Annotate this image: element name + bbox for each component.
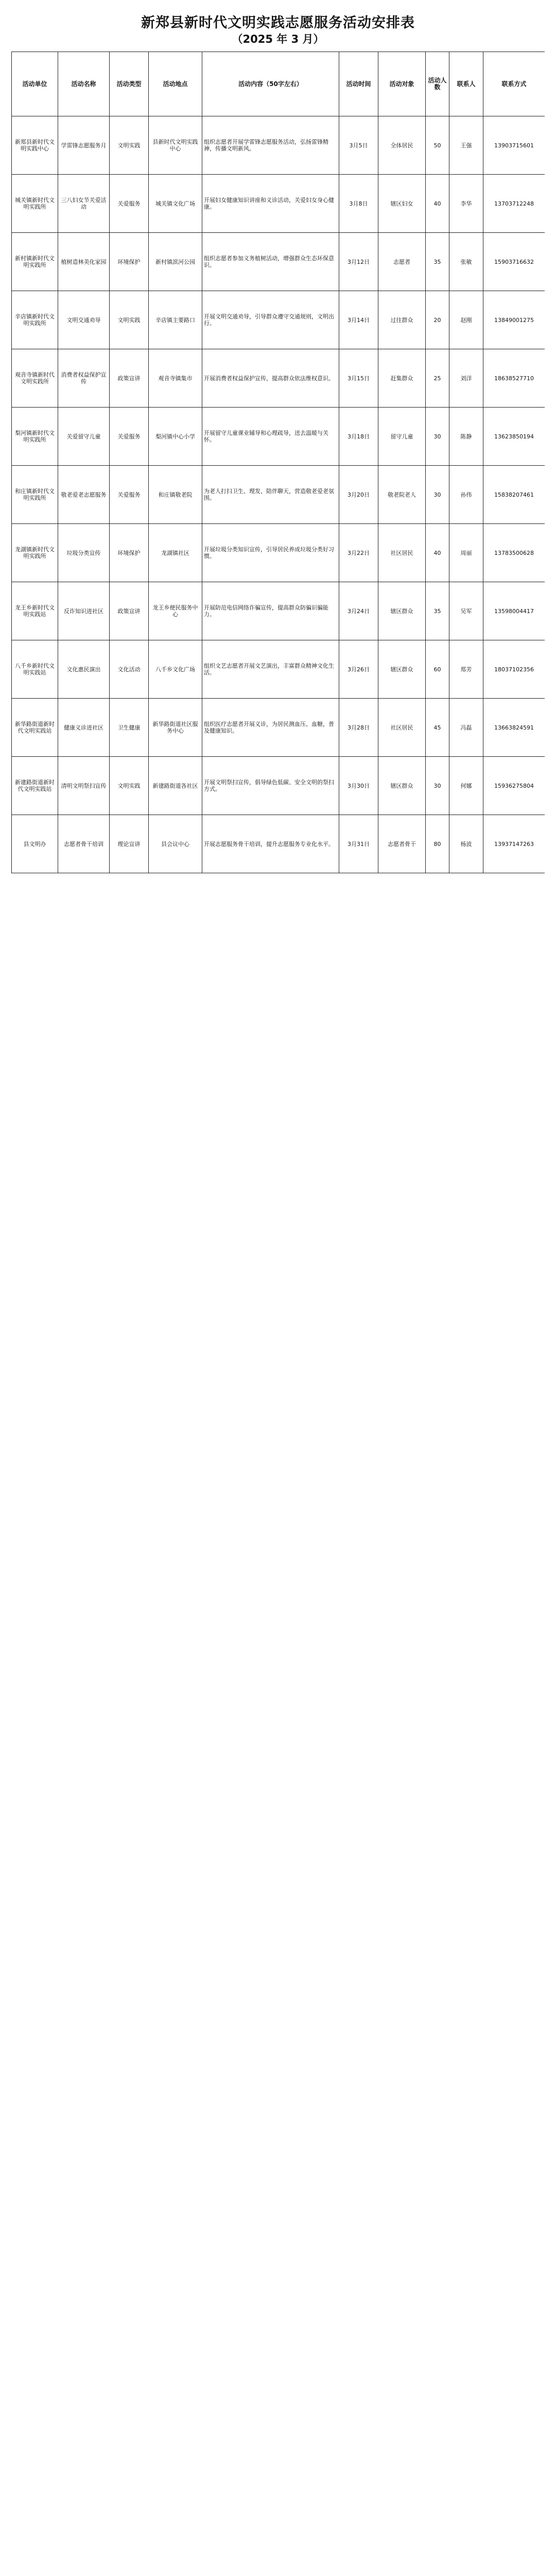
table-cell: 志愿者 [378,233,426,291]
table-header-row [12,52,545,116]
table-cell: 城关镇新时代文明实践所 [12,175,58,233]
table-cell: 开展志愿服务骨干培训，提升志愿服务专业化水平。 [202,815,339,873]
table-cell: 3月15日 [339,349,378,408]
table-cell: 龙湖镇社区 [149,524,202,582]
table-cell: 13598004417 [483,582,545,640]
table-cell: 县新时代文明实践中心 [149,116,202,175]
table-cell: 关爱服务 [110,408,149,466]
table-cell: 王强 [449,116,483,175]
table-cell: 13937147263 [483,815,545,873]
table-cell: 过往群众 [378,291,426,349]
table-cell: 杨波 [449,815,483,873]
table-cell: 周丽 [449,524,483,582]
table-cell: 3月26日 [339,640,378,699]
table-cell: 35 [426,233,449,291]
table-cell: 13903715601 [483,116,545,175]
table-cell: 和庄镇新时代文明实践所 [12,466,58,524]
table-cell: 40 [426,524,449,582]
table-cell: 13623850194 [483,408,545,466]
table-row [12,175,545,233]
table-cell: 80 [426,815,449,873]
table-cell: 3月8日 [339,175,378,233]
table-cell: 3月14日 [339,291,378,349]
table-cell: 观音寺镇集市 [149,349,202,408]
table-cell: 3月30日 [339,757,378,815]
table-row [12,640,545,699]
table-cell: 3月20日 [339,466,378,524]
table-cell: 环境保护 [110,524,149,582]
table-cell: 25 [426,349,449,408]
table-cell: 理论宣讲 [110,815,149,873]
column-header: 活动类型 [110,52,149,116]
table-cell: 敬老院老人 [378,466,426,524]
table-cell: 何娜 [449,757,483,815]
table-cell: 辖区群众 [378,640,426,699]
table-cell: 组织志愿者开展学雷锋志愿服务活动，弘扬雷锋精神，传播文明新风。 [202,116,339,175]
table-cell: 关爱服务 [110,175,149,233]
table-cell: 辛店镇主要路口 [149,291,202,349]
table-cell: 刘洋 [449,349,483,408]
table-cell: 文明实践 [110,116,149,175]
table-cell: 开展文明交通劝导，引导群众遵守交通规则，文明出行。 [202,291,339,349]
table-cell: 3月22日 [339,524,378,582]
table-cell: 政策宣讲 [110,582,149,640]
table-cell: 新郑县新时代文明实践中心 [12,116,58,175]
table-cell: 陈静 [449,408,483,466]
table-cell: 政策宣讲 [110,349,149,408]
table-cell: 30 [426,408,449,466]
table-cell: 关爱服务 [110,466,149,524]
table-cell: 组织志愿者参加义务植树活动，增强群众生态环保意识。 [202,233,339,291]
table-cell: 垃圾分类宣传 [58,524,110,582]
table-cell: 吴军 [449,582,483,640]
table-cell: 组织文艺志愿者开展文艺演出，丰富群众精神文化生活。 [202,640,339,699]
table-cell: 文化惠民演出 [58,640,110,699]
table-row [12,757,545,815]
table-cell: 30 [426,757,449,815]
table-cell: 3月12日 [339,233,378,291]
table-cell: 辖区群众 [378,582,426,640]
table-cell: 清明文明祭扫宣传 [58,757,110,815]
table-cell: 35 [426,582,449,640]
column-header: 活动内容（50字左右） [202,52,339,116]
table-cell: 30 [426,466,449,524]
table-cell: 全体居民 [378,116,426,175]
table-row [12,349,545,408]
table-cell: 开展文明祭扫宣传，倡导绿色低碳、安全文明的祭扫方式。 [202,757,339,815]
table-cell: 龙湖镇新时代文明实践所 [12,524,58,582]
table-cell: 张敏 [449,233,483,291]
table-body [12,116,545,873]
table-cell: 敬老爱老志愿服务 [58,466,110,524]
table-cell: 40 [426,175,449,233]
table-cell: 15903716632 [483,233,545,291]
column-header: 活动对象 [378,52,426,116]
table-row [12,699,545,757]
table-cell: 梨河镇中心小学 [149,408,202,466]
table-row [12,291,545,349]
table-cell: 消费者权益保护宣传 [58,349,110,408]
table-cell: 20 [426,291,449,349]
table-cell: 赵刚 [449,291,483,349]
table-cell: 社区居民 [378,524,426,582]
table-cell: 45 [426,699,449,757]
table-cell: 15936275804 [483,757,545,815]
table-cell: 60 [426,640,449,699]
table-cell: 留守儿童 [378,408,426,466]
column-header: 活动人数 [426,52,449,116]
table-cell: 城关镇文化广场 [149,175,202,233]
table-cell: 新华路街道社区服务中心 [149,699,202,757]
table-cell: 社区居民 [378,699,426,757]
table-cell: 健康义诊进社区 [58,699,110,757]
table-cell: 文明实践 [110,757,149,815]
table-cell: 辛店镇新时代文明实践所 [12,291,58,349]
table-cell: 13849001275 [483,291,545,349]
table-row [12,466,545,524]
table-cell: 李华 [449,175,483,233]
table-cell: 赶集群众 [378,349,426,408]
table-cell: 开展妇女健康知识讲座和义诊活动，关爱妇女身心健康。 [202,175,339,233]
column-header: 活动地点 [149,52,202,116]
table-cell: 3月24日 [339,582,378,640]
page-title: 新郑县新时代文明实践志愿服务活动安排表 [141,15,415,31]
table-row [12,408,545,466]
table-cell: 辖区群众 [378,757,426,815]
table-cell: 八千乡新时代文明实践站 [12,640,58,699]
table-cell: 环境保护 [110,233,149,291]
table-cell: 县文明办 [12,815,58,873]
table-cell: 学雷锋志愿服务月 [58,116,110,175]
table-cell: 新建路街道各社区 [149,757,202,815]
table-cell: 组织医疗志愿者开展义诊，为居民测血压、血糖，普及健康知识。 [202,699,339,757]
table-cell: 开展留守儿童课业辅导和心理疏导，送去温暖与关怀。 [202,408,339,466]
table-cell: 开展防范电信网络诈骗宣传，提高群众防骗识骗能力。 [202,582,339,640]
table-cell: 反诈知识进社区 [58,582,110,640]
table-cell: 辖区妇女 [378,175,426,233]
table-cell: 3月31日 [339,815,378,873]
table-cell: 新村镇新时代文明实践所 [12,233,58,291]
table-cell: 为老人打扫卫生、理发、陪伴聊天，营造敬老爱老氛围。 [202,466,339,524]
table-cell: 文化活动 [110,640,149,699]
table-row [12,815,545,873]
table-row [12,233,545,291]
table-cell: 志愿者骨干培训 [58,815,110,873]
column-header: 联系人 [449,52,483,116]
table-cell: 3月18日 [339,408,378,466]
table-cell: 冯磊 [449,699,483,757]
table-cell: 志愿者骨干 [378,815,426,873]
table-cell: 18638527710 [483,349,545,408]
table-cell: 八千乡文化广场 [149,640,202,699]
schedule-table [11,52,545,873]
table-cell: 文明交通劝导 [58,291,110,349]
table-row [12,116,545,175]
table-cell: 三八妇女节关爱活动 [58,175,110,233]
column-header: 活动单位 [12,52,58,116]
table-cell: 新华路街道新时代文明实践站 [12,699,58,757]
table-cell: 龙王乡新时代文明实践站 [12,582,58,640]
column-header: 联系方式 [483,52,545,116]
table-cell: 新建路街道新时代文明实践站 [12,757,58,815]
table-cell: 孙伟 [449,466,483,524]
table-cell: 13703712248 [483,175,545,233]
table-cell: 观音寺镇新时代文明实践所 [12,349,58,408]
table-cell: 18037102356 [483,640,545,699]
table-cell: 3月5日 [339,116,378,175]
column-header: 活动名称 [58,52,110,116]
table-cell: 县会议中心 [149,815,202,873]
table-cell: 和庄镇敬老院 [149,466,202,524]
table-cell: 龙王乡便民服务中心 [149,582,202,640]
table-row [12,524,545,582]
table-cell: 关爱留守儿童 [58,408,110,466]
table-cell: 15838207461 [483,466,545,524]
table-cell: 梨河镇新时代文明实践所 [12,408,58,466]
table-cell: 13663824591 [483,699,545,757]
table-cell: 卫生健康 [110,699,149,757]
table-cell: 文明实践 [110,291,149,349]
table-cell: 新村镇滨河公园 [149,233,202,291]
table-cell: 开展消费者权益保护宣传，提高群众依法维权意识。 [202,349,339,408]
table-cell: 50 [426,116,449,175]
table-cell: 郑芳 [449,640,483,699]
schedule-table-container [11,52,545,2576]
table-row [12,582,545,640]
page-subtitle: （2025 年 3 月） [232,33,324,45]
table-cell: 13783500628 [483,524,545,582]
table-cell: 3月28日 [339,699,378,757]
column-header: 活动时间 [339,52,378,116]
table-cell: 开展垃圾分类知识宣传，引导居民养成垃圾分类好习惯。 [202,524,339,582]
table-cell: 植树造林美化家园 [58,233,110,291]
